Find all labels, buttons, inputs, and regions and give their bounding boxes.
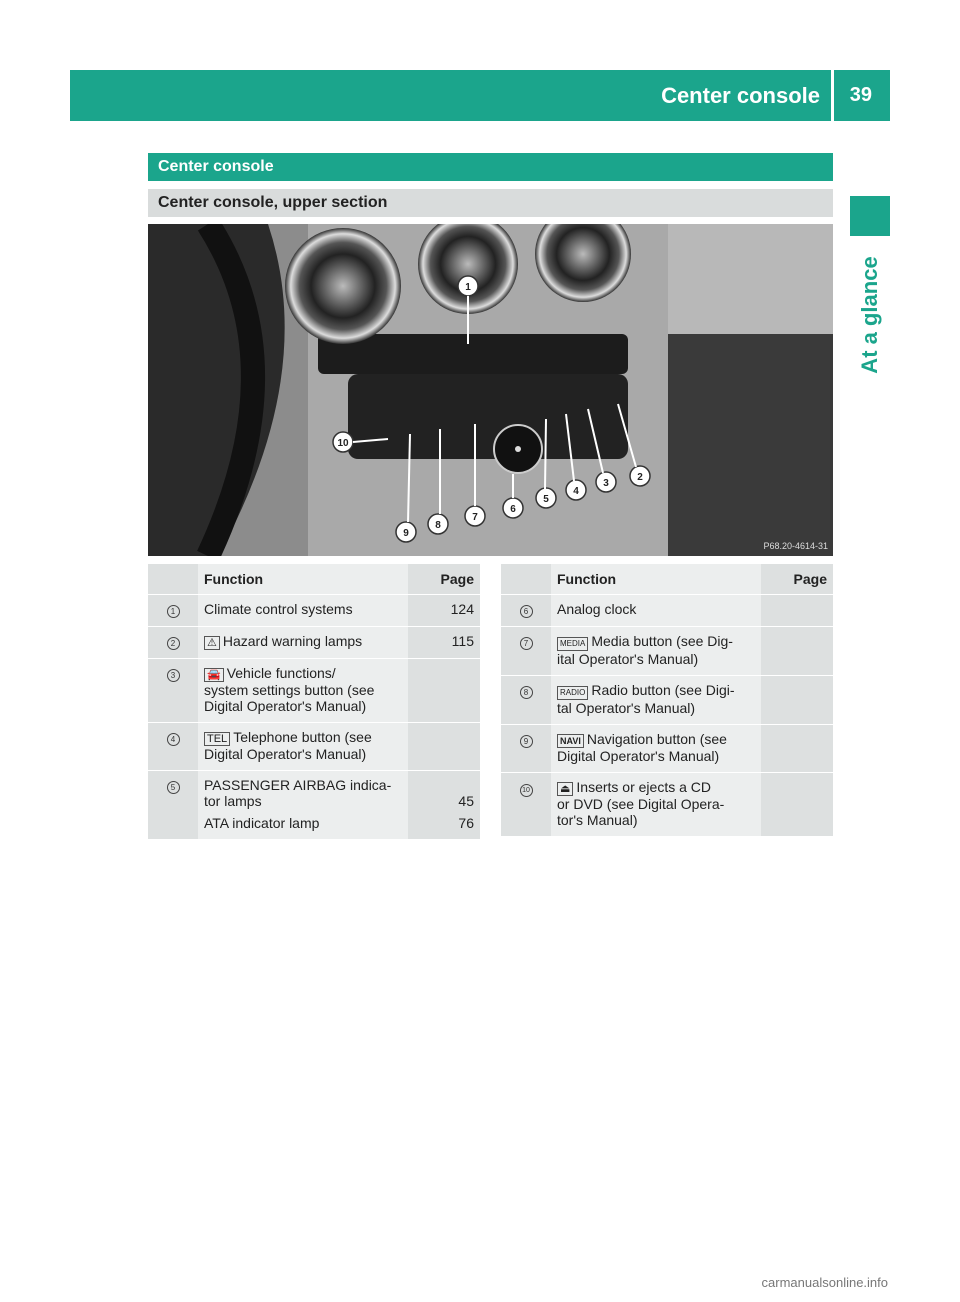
table-header-row <box>148 564 480 595</box>
photo-code: P68.20-4614-31 <box>763 541 828 551</box>
row-function: Climate control systems <box>204 601 353 617</box>
row-number: 4 <box>167 733 180 746</box>
radio-icon: RADIO <box>557 686 588 700</box>
row-number: 9 <box>520 735 533 748</box>
header-number <box>148 564 198 595</box>
table-row <box>501 627 833 676</box>
callout-7-label: 7 <box>472 512 478 523</box>
function-table-right <box>501 564 833 837</box>
callout-10-label: 10 <box>337 438 349 449</box>
row-function-line: tal Operator's Manual) <box>557 700 696 716</box>
row-number: 3 <box>167 669 180 682</box>
row-page: 124 <box>450 601 474 617</box>
row-number: 8 <box>520 686 533 699</box>
page-header-bar <box>70 70 890 121</box>
header-function: Function <box>198 564 408 595</box>
watermark: carmanualsonline.info <box>761 1275 888 1290</box>
row-function: Navigation button (see <box>586 731 727 747</box>
callout-6-label: 6 <box>510 504 516 515</box>
header-page: Page <box>761 564 833 595</box>
eject-icon: ⏏ <box>557 782 573 796</box>
table-row <box>148 595 480 627</box>
page-number: 39 <box>849 84 872 106</box>
header-divider <box>831 70 834 121</box>
section-subtitle: Center console, upper section <box>148 189 833 217</box>
hazard-triangle-icon: ⚠ <box>204 636 220 650</box>
table-row <box>148 771 480 840</box>
row-function-line: tor lamps <box>204 793 262 809</box>
callout-3-label: 3 <box>603 478 609 489</box>
header-function: Function <box>551 564 761 595</box>
row-page-extra: 76 <box>458 815 474 831</box>
row-function: Media button (see Dig- <box>591 633 733 649</box>
navi-icon: NAVI <box>557 734 584 748</box>
table-header-row <box>501 564 833 595</box>
side-tab-marker <box>850 196 890 236</box>
row-function: Telephone button (see <box>233 729 372 745</box>
table-row <box>148 659 480 723</box>
car-icon: 🚘 <box>204 668 224 682</box>
row-function: Hazard warning lamps <box>222 633 363 649</box>
row-function-line: ital Operator's Manual) <box>557 651 699 667</box>
row-function: PASSENGER AIRBAG indica- <box>204 777 392 793</box>
center-console-photo <box>148 224 833 556</box>
row-function-line: tor's Manual) <box>557 812 638 828</box>
table-row <box>501 676 833 725</box>
row-function: Analog clock <box>557 601 637 617</box>
callout-2-label: 2 <box>637 472 643 483</box>
header-number <box>501 564 551 595</box>
row-page: 115 <box>451 633 474 649</box>
media-icon: MEDIA <box>557 637 588 651</box>
callout-9-label: 9 <box>403 528 409 539</box>
row-page: 45 <box>458 793 474 809</box>
table-row <box>148 627 480 659</box>
row-function-line: Digital Operator's Manual) <box>204 698 367 714</box>
page-header-title: Center console <box>661 83 820 108</box>
row-function-line: system settings button (see <box>204 682 375 698</box>
row-function: Radio button (see Digi- <box>591 682 735 698</box>
table-row <box>501 595 833 627</box>
row-function-line: Digital Operator's Manual) <box>204 746 367 762</box>
callout-5-label: 5 <box>543 494 549 505</box>
section-title: Center console <box>148 153 833 181</box>
table-row <box>501 773 833 837</box>
callout-1-label: 1 <box>465 282 471 293</box>
tel-icon: TEL <box>204 732 230 746</box>
callout-8-label: 8 <box>435 520 441 531</box>
header-page: Page <box>408 564 480 595</box>
table-row <box>148 723 480 771</box>
row-number: 10 <box>520 784 533 797</box>
function-table-left <box>148 564 480 840</box>
side-tab-label-text: At a glance <box>857 256 882 374</box>
row-number: 5 <box>167 781 180 794</box>
row-function: Inserts or ejects a CD <box>576 779 712 795</box>
row-function-line: or DVD (see Digital Opera- <box>557 796 725 812</box>
row-number: 6 <box>520 605 533 618</box>
side-tab-label <box>850 250 890 380</box>
row-number: 2 <box>167 637 180 650</box>
row-number: 1 <box>167 605 180 618</box>
callout-4-label: 4 <box>573 486 579 497</box>
row-function-line: Digital Operator's Manual) <box>557 748 720 764</box>
row-function: Vehicle functions/ <box>226 665 336 681</box>
row-function-extra: ATA indicator lamp <box>204 815 320 831</box>
row-number: 7 <box>520 637 533 650</box>
table-row <box>501 725 833 773</box>
center-console-illustration <box>148 224 833 556</box>
